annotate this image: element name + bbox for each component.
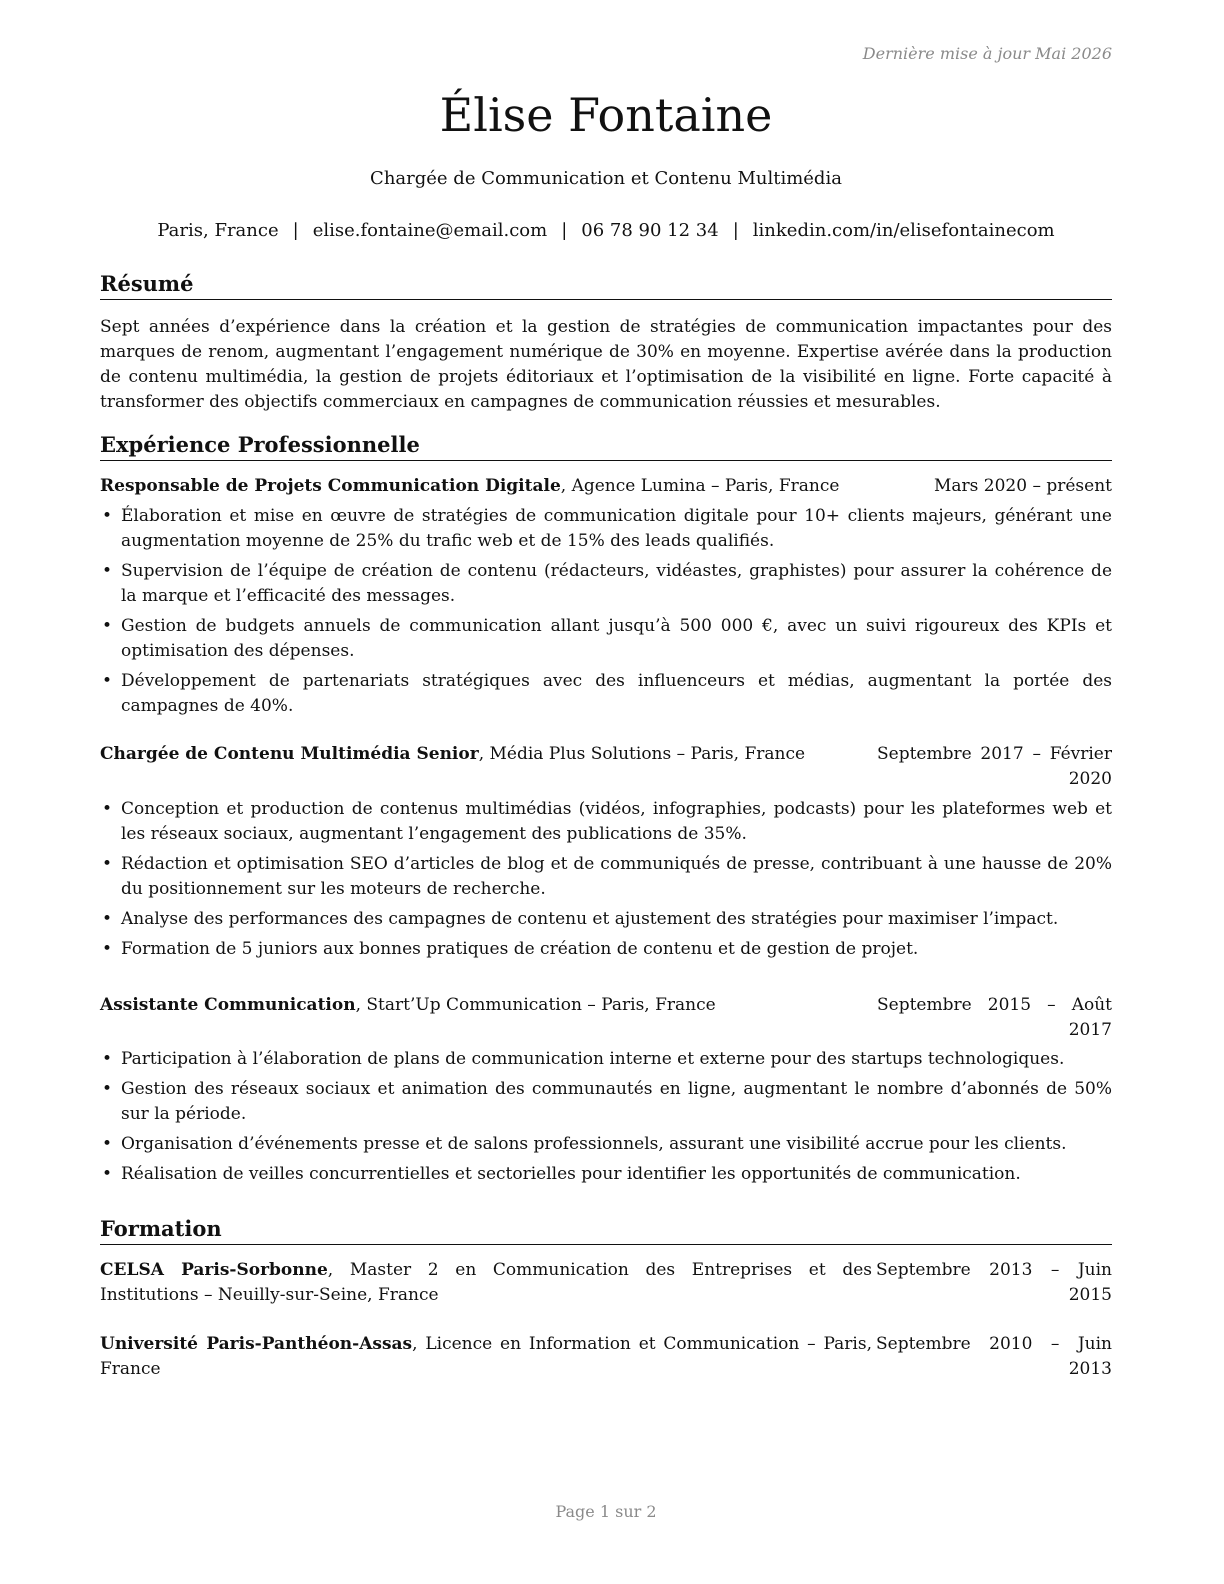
section-title-experience: Expérience Professionnelle bbox=[100, 431, 1112, 461]
headline: Chargée de Communication et Contenu Multimédia bbox=[370, 168, 842, 189]
list-item: • Gestion de budgets annuels de communication allant jusqu’à 500 000 €, avec un suivi rigoureux des KPIs et optimisation des dépenses. bbox=[102, 616, 1112, 661]
job-bullets bbox=[100, 504, 1112, 724]
summary-text: Sept années d’expérience dans la création et la gestion de stratégies de communication impactantes pour des marques de renom, augmentant l’engagement numérique de 30% en moyenne. Expertise avérée dans la production de contenu multimédia, la gestion de projets éditoriaux et l’optimisation de la visibilité en ligne. Forte capacité à transformer des objectifs commerciaux en campagnes de communication réussies et mesurables. bbox=[100, 317, 1112, 412]
list-item: • Élaboration et mise en œuvre de stratégies de communication digitale pour 10+ clients majeurs, générant une augmentation moyenne de 25% du trafic web et de 15% des leads qualifiés. bbox=[102, 506, 1112, 551]
job-role: Assistante Communication bbox=[100, 995, 356, 1015]
bullet-text: Rédaction et optimisation SEO d’articles de blog et de communiqués de presse, contribuant à une hausse de 20% du positionnement sur les moteurs de recherche. bbox=[121, 854, 1112, 899]
education-detail: , Licence en Information et Communication – Paris, France bbox=[100, 1334, 872, 1379]
bullet-text: Développement de partenariats stratégiques avec des influenceurs et médias, augmentant la portée des campagnes de 40%. bbox=[121, 671, 1112, 716]
last-updated: Dernière mise à jour Mai 2026 bbox=[862, 44, 1112, 63]
contact-separator: | bbox=[561, 220, 568, 241]
job-bullets bbox=[100, 797, 1112, 967]
education-school: Université Paris-Panthéon-Assas bbox=[100, 1334, 413, 1354]
list-item: • Gestion des réseaux sociaux et animation des communautés en ligne, augmentant le nombre d’abonnés de 50% sur la période. bbox=[102, 1079, 1112, 1124]
bullet-text: Réalisation de veilles concurrentielles et sectorielles pour identifier les opportunités de communication. bbox=[121, 1164, 1021, 1184]
education-description bbox=[100, 1258, 872, 1308]
education-detail: , Master 2 en Communication des Entreprises et des Institutions – Neuilly-sur-Seine, France bbox=[100, 1260, 872, 1305]
list-item: • Supervision de l’équipe de création de contenu (rédacteurs, vidéastes, graphistes) pour assurer la cohérence de la marque et l’efficacité des messages. bbox=[102, 561, 1112, 606]
job-company: , Start’Up Communication – Paris, France bbox=[355, 995, 716, 1015]
list-item: • Analyse des performances des campagnes de contenu et ajustement des stratégies pour maximiser l’impact. bbox=[102, 909, 1059, 929]
education-description bbox=[100, 1332, 872, 1382]
list-item: • Développement de partenariats stratégiques avec des influenceurs et médias, augmentant la portée des campagnes de 40%. bbox=[102, 671, 1112, 716]
education-date: Septembre 2013 – Juin 2015 bbox=[876, 1260, 1112, 1305]
contact-linkedin[interactable]: linkedin.com/in/elisefontainecom bbox=[752, 220, 1055, 241]
job-date: Septembre 2015 – Août 2017 bbox=[877, 995, 1112, 1040]
bullet-text: Gestion des réseaux sociaux et animation des communautés en ligne, augmentant le nombre d’abonnés de 50% sur la période. bbox=[121, 1079, 1112, 1124]
contact-separator: | bbox=[292, 220, 299, 241]
education-school: CELSA Paris-Sorbonne bbox=[100, 1260, 328, 1280]
contact-phone: 06 78 90 12 34 bbox=[581, 220, 719, 241]
job-date: Septembre 2017 – Février 2020 bbox=[877, 744, 1112, 789]
bullet-text: Élaboration et mise en œuvre de stratégies de communication digitale pour 10+ clients majeurs, générant une augmentation moyenne de 25% du trafic web et de 15% des leads qualifiés. bbox=[121, 506, 1112, 551]
job-bullets bbox=[100, 1047, 1112, 1192]
bullet-text: Analyse des performances des campagnes de contenu et ajustement des stratégies pour maximiser l’impact. bbox=[121, 909, 1059, 929]
bullet-text: Participation à l’élaboration de plans de communication interne et externe pour des startups technologiques. bbox=[121, 1049, 1065, 1069]
job-date: Mars 2020 – présent bbox=[933, 476, 1112, 496]
job-role: Chargée de Contenu Multimédia Senior bbox=[100, 744, 479, 764]
bullet-text: Gestion de budgets annuels de communication allant jusqu’à 500 000 €, avec un suivi rigoureux des KPIs et optimisation des dépenses. bbox=[121, 616, 1112, 661]
list-item: • Participation à l’élaboration de plans de communication interne et externe pour des startups technologiques. bbox=[102, 1049, 1065, 1069]
bullet-text: Organisation d’événements presse et de salons professionnels, assurant une visibilité accrue pour les clients. bbox=[121, 1134, 1067, 1154]
job-title-line bbox=[100, 474, 860, 499]
list-item: • Organisation d’événements presse et de salons professionnels, assurant une visibilité accrue pour les clients. bbox=[102, 1134, 1067, 1154]
list-item: • Conception et production de contenus multimédias (vidéos, infographies, podcasts) pour les plateformes web et les réseaux sociaux, augmentant l’engagement des publications de 35%. bbox=[102, 799, 1112, 844]
page-number: Page 1 sur 2 bbox=[555, 1502, 657, 1521]
contact-line bbox=[100, 218, 1112, 244]
resume-page bbox=[100, 0, 1112, 1584]
list-item: • Rédaction et optimisation SEO d’articles de blog et de communiqués de presse, contribuant à une hausse de 20% du positionnement sur les moteurs de recherche. bbox=[102, 854, 1112, 899]
person-name: Élise Fontaine bbox=[439, 88, 773, 142]
education-date: Septembre 2010 – Juin 2013 bbox=[876, 1334, 1112, 1379]
job-company: , Agence Lumina – Paris, France bbox=[560, 476, 840, 496]
contact-email[interactable]: elise.fontaine@email.com bbox=[312, 220, 548, 241]
job-title-line bbox=[100, 742, 860, 767]
bullet-text: Conception et production de contenus multimédias (vidéos, infographies, podcasts) pour les plateformes web et les réseaux sociaux, augmentant l’engagement des publications de 35%. bbox=[121, 799, 1112, 844]
section-title-education: Formation bbox=[100, 1215, 1112, 1245]
list-item: • Formation de 5 juniors aux bonnes pratiques de création de contenu et de gestion de projet. bbox=[102, 939, 919, 959]
bullet-text: Formation de 5 juniors aux bonnes pratiques de création de contenu et de gestion de projet. bbox=[121, 939, 919, 959]
contact-location: Paris, France bbox=[157, 220, 279, 241]
section-title-summary: Résumé bbox=[100, 270, 1112, 300]
list-item: • Réalisation de veilles concurrentielles et sectorielles pour identifier les opportunités de communication. bbox=[102, 1164, 1021, 1184]
bullet-text: Supervision de l’équipe de création de contenu (rédacteurs, vidéastes, graphistes) pour assurer la cohérence de la marque et l’efficacité des messages. bbox=[121, 561, 1112, 606]
job-role: Responsable de Projets Communication Digitale bbox=[100, 476, 561, 496]
job-title-line bbox=[100, 993, 860, 1018]
job-company: , Média Plus Solutions – Paris, France bbox=[478, 744, 806, 764]
contact-separator: | bbox=[732, 220, 739, 241]
